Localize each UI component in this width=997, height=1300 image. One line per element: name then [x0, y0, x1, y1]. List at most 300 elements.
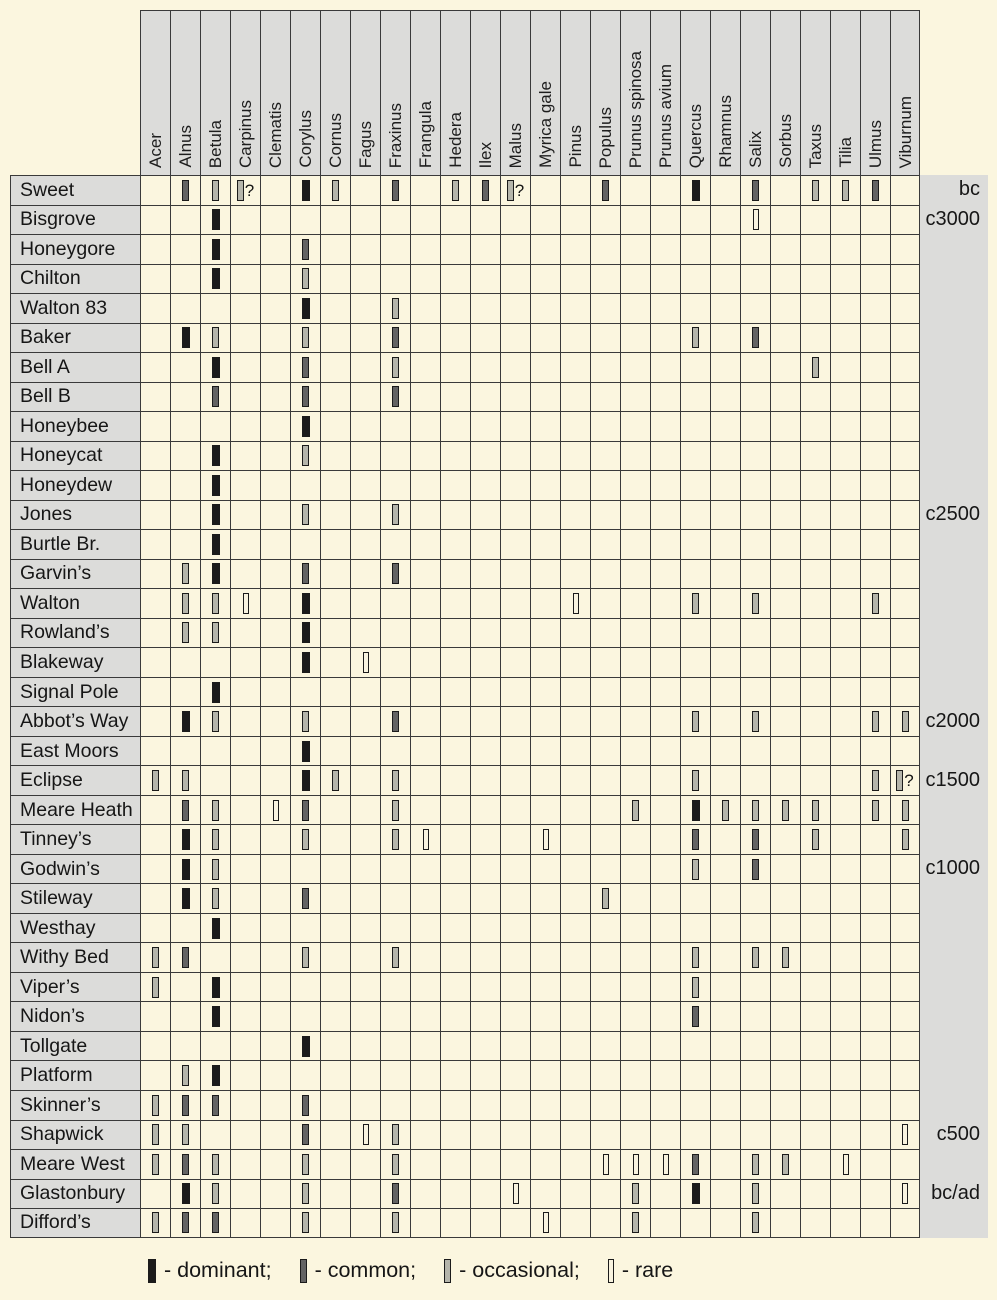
abundance-mark-dominant	[212, 209, 220, 230]
grid-cell	[740, 588, 770, 618]
grid-cell	[350, 205, 380, 235]
grid-cell	[680, 588, 710, 618]
abundance-mark-occasional	[152, 770, 159, 791]
grid-cell	[440, 382, 470, 412]
date-label	[920, 234, 988, 264]
grid-cell	[410, 913, 440, 943]
grid-cell	[620, 854, 650, 884]
legend-item-label: - rare	[621, 1258, 674, 1282]
grid-cell	[560, 824, 590, 854]
grid-cell	[320, 795, 350, 825]
grid-cell	[410, 706, 440, 736]
grid-cell	[710, 1179, 740, 1209]
grid-cell	[170, 854, 200, 884]
column-header-viburnum	[890, 10, 920, 175]
grid-cell	[680, 1031, 710, 1061]
grid-cell	[770, 972, 800, 1002]
abundance-mark-occasional	[152, 1095, 159, 1116]
legend-item-common	[300, 1258, 417, 1283]
grid-cell	[560, 854, 590, 884]
grid-cell	[860, 942, 890, 972]
abundance-mark-dominant	[212, 682, 220, 703]
grid-cell	[440, 854, 470, 884]
grid-cell	[200, 175, 230, 205]
grid-cell	[650, 706, 680, 736]
grid-cell	[770, 293, 800, 323]
grid-cell	[620, 529, 650, 559]
grid-cell	[620, 736, 650, 766]
abundance-mark-rare	[273, 800, 279, 821]
column-header-label: Taxus	[806, 123, 825, 168]
grid-cell	[500, 647, 530, 677]
grid-cell	[260, 352, 290, 382]
date-label	[920, 824, 988, 854]
abundance-mark-occasional	[302, 711, 309, 732]
grid-cell	[590, 1060, 620, 1090]
date-column-header	[920, 10, 988, 175]
grid-cell	[260, 588, 290, 618]
column-header-label: Viburnum	[895, 95, 915, 168]
grid-cell	[620, 1149, 650, 1179]
grid-cell	[890, 972, 920, 1002]
row-label: Tinney’s	[10, 824, 140, 854]
grid-cell	[650, 411, 680, 441]
grid-cell	[590, 323, 620, 353]
grid-cell	[800, 529, 830, 559]
grid-cell	[470, 883, 500, 913]
grid-cell	[170, 234, 200, 264]
grid-cell	[590, 1179, 620, 1209]
common-mark-icon	[300, 1259, 307, 1283]
column-header-label: Malus	[506, 122, 525, 168]
abundance-mark-rare	[543, 829, 549, 850]
grid-cell	[770, 441, 800, 471]
grid-cell	[800, 323, 830, 353]
grid-cell	[350, 441, 380, 471]
grid-cell	[140, 175, 170, 205]
grid-cell	[530, 1090, 560, 1120]
grid-cell	[620, 883, 650, 913]
abundance-mark-occasional	[782, 947, 789, 968]
grid-cell	[680, 706, 710, 736]
grid-cell	[470, 588, 500, 618]
grid-cell	[530, 795, 560, 825]
grid-cell	[410, 677, 440, 707]
grid-cell	[890, 736, 920, 766]
grid-cell	[710, 677, 740, 707]
grid-cell	[230, 1001, 260, 1031]
grid-cell	[530, 500, 560, 530]
grid-cell	[350, 795, 380, 825]
grid-cell	[290, 588, 320, 618]
grid-cell	[440, 1149, 470, 1179]
grid-cell	[470, 913, 500, 943]
grid-cell	[380, 824, 410, 854]
column-header-label: Cornus	[326, 113, 345, 168]
abundance-mark-common	[692, 829, 699, 850]
grid-cell	[860, 470, 890, 500]
grid-cell	[680, 1208, 710, 1238]
grid-cell	[170, 765, 200, 795]
abundance-mark-common	[302, 386, 309, 407]
grid-cell	[830, 293, 860, 323]
grid-cell	[200, 913, 230, 943]
grid-cell	[170, 1031, 200, 1061]
grid-cell	[650, 972, 680, 1002]
grid-cell	[830, 706, 860, 736]
grid-cell	[410, 942, 440, 972]
grid-cell	[890, 588, 920, 618]
grid-cell	[680, 913, 710, 943]
row-label: Abbot’s Way	[10, 706, 140, 736]
grid-cell	[740, 736, 770, 766]
grid-cell	[860, 382, 890, 412]
abundance-mark-occasional	[872, 800, 879, 821]
grid-cell	[860, 234, 890, 264]
abundance-mark-occasional	[752, 800, 759, 821]
grid-cell	[740, 441, 770, 471]
grid-cell	[800, 1090, 830, 1120]
grid-cell	[770, 588, 800, 618]
grid-cell	[410, 293, 440, 323]
grid-cell	[830, 647, 860, 677]
abundance-mark-common	[302, 239, 309, 260]
grid-cell	[680, 883, 710, 913]
abundance-mark-occasional	[902, 800, 909, 821]
grid-cell	[560, 618, 590, 648]
grid-cell	[590, 529, 620, 559]
grid-cell	[890, 175, 920, 205]
date-label	[920, 1001, 988, 1031]
grid-cell	[260, 411, 290, 441]
row-label: Glastonbury	[10, 1179, 140, 1209]
grid-cell	[350, 382, 380, 412]
abundance-mark-common	[182, 1212, 189, 1233]
grid-cell	[740, 559, 770, 589]
grid-cell	[830, 736, 860, 766]
column-header-label: Rhamnus	[716, 95, 735, 168]
grid-cell	[530, 1031, 560, 1061]
abundance-mark-occasional	[392, 947, 399, 968]
grid-cell	[710, 205, 740, 235]
grid-cell	[800, 854, 830, 884]
abundance-mark-occasional	[632, 1212, 639, 1233]
grid-cell	[440, 205, 470, 235]
abundance-mark-dominant	[182, 327, 190, 348]
grid-cell	[860, 647, 890, 677]
grid-cell	[650, 765, 680, 795]
grid-cell	[890, 824, 920, 854]
grid-cell	[740, 795, 770, 825]
grid-cell	[560, 765, 590, 795]
abundance-mark-occasional	[152, 1212, 159, 1233]
grid-cell	[470, 205, 500, 235]
grid-cell	[830, 854, 860, 884]
grid-cell	[350, 234, 380, 264]
occasional-mark-icon	[444, 1259, 451, 1283]
grid-cell	[500, 441, 530, 471]
abundance-mark-rare	[573, 593, 579, 614]
grid-cell	[200, 264, 230, 294]
grid-cell	[200, 500, 230, 530]
grid-cell	[290, 323, 320, 353]
date-label: bc/ad	[920, 1179, 988, 1209]
grid-cell	[470, 795, 500, 825]
grid-cell	[890, 765, 920, 795]
grid-cell	[320, 175, 350, 205]
grid-cell	[560, 677, 590, 707]
column-header-alnus	[170, 10, 200, 175]
grid-cell	[890, 1001, 920, 1031]
abundance-mark-common	[302, 888, 309, 909]
grid-cell	[350, 1060, 380, 1090]
abundance-mark-occasional	[212, 829, 219, 850]
grid-cell	[680, 1120, 710, 1150]
column-header-label: Prunus spinosa	[626, 50, 645, 168]
grid-cell	[140, 795, 170, 825]
grid-cell	[770, 382, 800, 412]
grid-cell	[890, 559, 920, 589]
grid-cell	[560, 411, 590, 441]
uncertain-flag: ?	[904, 771, 914, 791]
row-label: Nidon’s	[10, 1001, 140, 1031]
abundance-mark-common	[872, 180, 879, 201]
grid-cell	[140, 234, 170, 264]
grid-cell	[470, 1179, 500, 1209]
grid-cell	[230, 382, 260, 412]
grid-cell	[320, 913, 350, 943]
grid-cell	[380, 411, 410, 441]
grid-cell	[530, 293, 560, 323]
grid-cell	[530, 647, 560, 677]
grid-cell	[380, 205, 410, 235]
grid-cell	[260, 706, 290, 736]
grid-cell	[410, 618, 440, 648]
abundance-mark-dominant	[182, 888, 190, 909]
grid-cell	[560, 470, 590, 500]
date-label	[920, 736, 988, 766]
grid-cell	[620, 677, 650, 707]
grid-cell	[530, 677, 560, 707]
grid-cell	[620, 175, 650, 205]
grid-cell	[380, 588, 410, 618]
grid-cell	[380, 1001, 410, 1031]
grid-cell	[770, 618, 800, 648]
grid-cell	[440, 883, 470, 913]
grid-cell	[860, 618, 890, 648]
abundance-mark-dominant	[212, 268, 220, 289]
grid-cell	[500, 500, 530, 530]
abundance-mark-occasional	[392, 1124, 399, 1145]
grid-cell	[860, 883, 890, 913]
abundance-mark-occasional	[152, 947, 159, 968]
abundance-mark-dominant	[182, 859, 190, 880]
grid-cell	[440, 470, 470, 500]
abundance-mark-dominant	[212, 239, 220, 260]
grid-cell	[470, 441, 500, 471]
grid-cell	[860, 323, 890, 353]
grid-cell	[230, 824, 260, 854]
grid-cell	[800, 647, 830, 677]
grid-cell	[320, 854, 350, 884]
legend	[148, 1258, 673, 1283]
grid-cell	[860, 500, 890, 530]
grid-cell	[440, 441, 470, 471]
abundance-mark-common	[752, 829, 759, 850]
date-label	[920, 470, 988, 500]
grid-cell	[530, 559, 560, 589]
grid-cell	[380, 175, 410, 205]
grid-cell	[890, 1179, 920, 1209]
grid-cell	[380, 1120, 410, 1150]
grid-cell	[890, 205, 920, 235]
abundance-mark-dominant	[212, 977, 220, 998]
grid-cell	[530, 765, 560, 795]
grid-cell	[620, 411, 650, 441]
grid-cell	[140, 559, 170, 589]
grid-cell	[890, 293, 920, 323]
grid-cell	[320, 824, 350, 854]
abundance-mark-occasional	[152, 977, 159, 998]
abundance-mark-occasional	[812, 180, 819, 201]
grid-cell	[470, 175, 500, 205]
grid-cell	[740, 618, 770, 648]
grid-cell	[230, 1120, 260, 1150]
grid-cell	[230, 352, 260, 382]
grid-cell	[200, 618, 230, 648]
grid-cell	[680, 647, 710, 677]
grid-cell	[770, 500, 800, 530]
grid-cell	[530, 942, 560, 972]
grid-cell	[860, 1001, 890, 1031]
grid-cell	[170, 293, 200, 323]
grid-cell	[230, 972, 260, 1002]
grid-cell	[560, 972, 590, 1002]
grid-cell	[590, 1208, 620, 1238]
grid-cell	[350, 1149, 380, 1179]
abundance-mark-occasional	[782, 800, 789, 821]
grid-cell	[830, 382, 860, 412]
column-header-label: Fagus	[356, 120, 375, 168]
abundance-mark-dominant	[182, 829, 190, 850]
grid-cell	[770, 1001, 800, 1031]
grid-cell	[530, 323, 560, 353]
grid-cell	[440, 411, 470, 441]
date-label	[920, 1060, 988, 1090]
grid-cell	[170, 205, 200, 235]
grid-cell	[740, 854, 770, 884]
grid-cell	[290, 1120, 320, 1150]
row-label: Viper’s	[10, 972, 140, 1002]
grid-cell	[860, 264, 890, 294]
grid-cell	[500, 913, 530, 943]
grid-cell	[890, 854, 920, 884]
grid-cell	[800, 382, 830, 412]
grid-cell	[830, 942, 860, 972]
grid-cell	[830, 1001, 860, 1031]
grid-cell	[260, 883, 290, 913]
grid-cell	[560, 883, 590, 913]
grid-cell	[260, 1031, 290, 1061]
grid-cell	[710, 942, 740, 972]
grid-cell	[770, 1179, 800, 1209]
grid-cell	[740, 264, 770, 294]
grid-cell	[650, 323, 680, 353]
legend-item-rare	[608, 1258, 673, 1283]
grid-cell	[140, 1060, 170, 1090]
grid-cell	[260, 500, 290, 530]
abundance-mark-common	[302, 1124, 309, 1145]
grid-cell	[590, 942, 620, 972]
grid-cell	[410, 352, 440, 382]
column-header-ilex	[470, 10, 500, 175]
grid-cell	[410, 1120, 440, 1150]
grid-cell	[200, 293, 230, 323]
grid-cell	[830, 529, 860, 559]
grid-cell	[170, 736, 200, 766]
grid-cell	[410, 647, 440, 677]
grid-cell	[350, 500, 380, 530]
abundance-mark-dominant	[212, 357, 220, 378]
grid-cell	[710, 1031, 740, 1061]
grid-cell	[590, 765, 620, 795]
grid-cell	[770, 1060, 800, 1090]
column-header-label: Populus	[596, 106, 615, 168]
grid-cell	[140, 411, 170, 441]
column-header-fagus	[350, 10, 380, 175]
grid-cell	[410, 264, 440, 294]
grid-cell	[500, 529, 530, 559]
grid-cell	[290, 1060, 320, 1090]
grid-cell	[170, 706, 200, 736]
grid-cell	[140, 736, 170, 766]
grid-cell	[890, 913, 920, 943]
grid-cell	[140, 529, 170, 559]
grid-cell	[440, 677, 470, 707]
grid-cell	[650, 1208, 680, 1238]
grid-cell	[530, 264, 560, 294]
grid-cell	[290, 1090, 320, 1120]
grid-cell	[650, 441, 680, 471]
grid-cell	[740, 677, 770, 707]
grid-cell	[140, 205, 170, 235]
grid-cell	[350, 913, 380, 943]
grid-cell	[770, 559, 800, 589]
grid-cell	[680, 234, 710, 264]
grid-cell	[200, 677, 230, 707]
grid-cell	[410, 470, 440, 500]
grid-cell	[830, 1120, 860, 1150]
grid-cell	[590, 883, 620, 913]
grid-cell	[230, 1090, 260, 1120]
grid-cell	[680, 205, 710, 235]
grid-cell	[410, 972, 440, 1002]
grid-cell	[380, 883, 410, 913]
date-label	[920, 293, 988, 323]
grid-cell	[530, 972, 560, 1002]
abundance-mark-rare	[243, 593, 249, 614]
abundance-mark-common	[752, 327, 759, 348]
grid-cell	[560, 529, 590, 559]
abundance-mark-occasional	[392, 504, 399, 525]
grid-cell	[800, 942, 830, 972]
abundance-mark-rare	[902, 1183, 908, 1204]
grid-cell	[620, 706, 650, 736]
grid-cell	[710, 972, 740, 1002]
grid-cell	[290, 854, 320, 884]
grid-cell	[890, 234, 920, 264]
grid-cell	[260, 618, 290, 648]
